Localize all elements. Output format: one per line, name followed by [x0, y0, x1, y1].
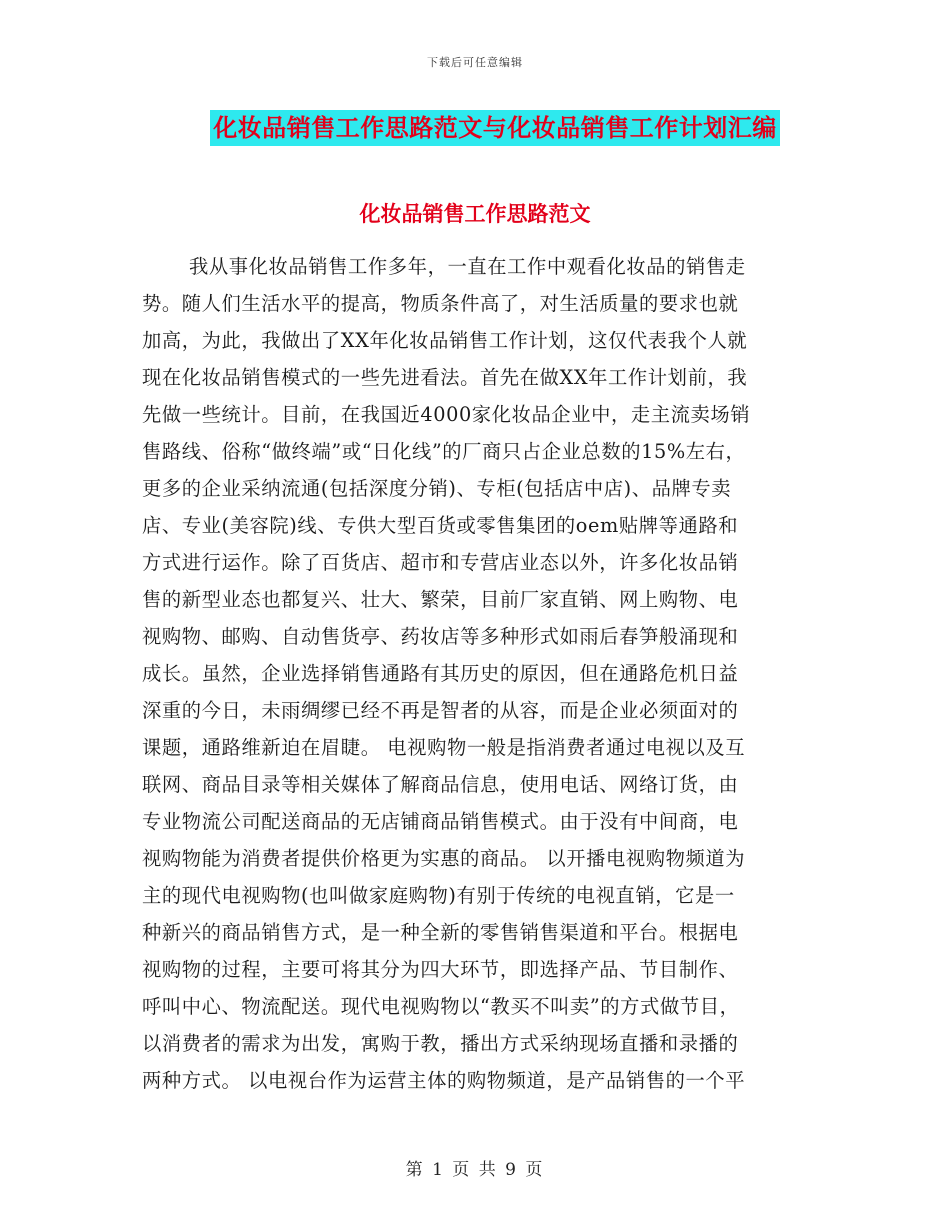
document-title-wrapper: [0, 110, 950, 146]
paragraph-line: 先做一些统计。目前，在我国近4000家化妆品企业中，走主流卖场销: [142, 403, 751, 426]
paragraph-line: 售路线、俗称“做终端”或“日化线”的厂商只占企业总数的15%左右，: [142, 440, 746, 463]
page-header-note: 下载后可任意编辑: [427, 56, 523, 69]
paragraph-line: 我从事化妆品销售工作多年，一直在工作中观看化妆品的销售走: [189, 255, 746, 278]
paragraph-line: 视购物的过程，主要可将其分为四大环节，即选择产品、节目制作、: [142, 958, 739, 981]
paragraph-line: 课题，通路维新迫在眉睫。 电视购物一般是指消费者通过电视以及互: [142, 736, 746, 759]
paragraph-line: 售的新型业态也都复兴、壮大、繁荣，目前厂家直销、网上购物、电: [142, 588, 739, 611]
paragraph-line: 更多的企业采纳流通(包括深度分销)、专柜(包括店中店)、品牌专卖: [142, 477, 732, 500]
paragraph-line: 视购物能为消费者提供价格更为实惠的商品。 以开播电视购物频道为: [142, 847, 746, 870]
paragraph-line: 加高，为此，我做出了XX年化妆品销售工作计划，这仅代表我个人就: [142, 329, 748, 352]
paragraph-line: 现在化妆品销售模式的一些先进看法。首先在做XX年工作计划前，我: [142, 366, 748, 389]
paragraph-line: 深重的今日，未雨绸缪已经不再是智者的从容，而是企业必须面对的: [142, 699, 739, 722]
paragraph-line: 以消费者的需求为出发，寓购于教，播出方式采纳现场直播和录播的: [142, 1032, 739, 1055]
paragraph-line: 主的现代电视购物(也叫做家庭购物)有别于传统的电视直销，它是一: [142, 884, 735, 907]
paragraph-line: 方式进行运作。除了百货店、超市和专营店业态以外，许多化妆品销: [142, 551, 739, 574]
paragraph-line: 呼叫中心、物流配送。现代电视购物以“教买不叫卖”的方式做节目，: [142, 995, 740, 1018]
paragraph-line: 联网、商品目录等相关媒体了解商品信息，使用电话、网络订货，由: [142, 773, 739, 796]
paragraph-line: 专业物流公司配送商品的无店铺商品销售模式。由于没有中间商，电: [142, 810, 739, 833]
paragraph-line: 店、专业(美容院)线、专供大型百货或零售集团的oem贴牌等通路和: [142, 514, 739, 537]
document-title: 化妆品销售工作思路范文与化妆品销售工作计划汇编: [210, 110, 780, 146]
section-title: 化妆品销售工作思路范文: [359, 201, 591, 226]
paragraph-line: 成长。虽然，企业选择销售通路有其历史的原因，但在通路危机日益: [142, 662, 739, 685]
paragraph-line: 视购物、邮购、自动售货亭、药妆店等多种形式如雨后春笋般涌现和: [142, 625, 739, 648]
paragraph-line: 势。随人们生活水平的提高，物质条件高了，对生活质量的要求也就: [142, 292, 739, 315]
page-number-footer: 第 1 页 共 9 页: [405, 1160, 545, 1180]
paragraph-line: 两种方式。 以电视台作为运营主体的购物频道，是产品销售的一个平: [142, 1069, 746, 1092]
paragraph-line: 种新兴的商品销售方式，是一种全新的零售销售渠道和平台。根据电: [142, 921, 739, 944]
body-paragraph: [142, 248, 842, 1099]
